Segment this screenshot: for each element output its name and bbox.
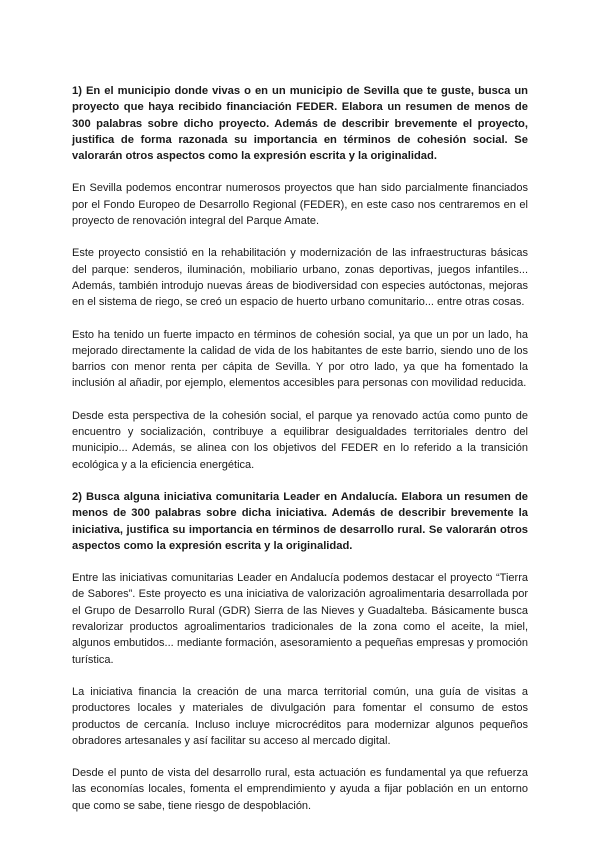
answer-2-paragraph-3: Desde el punto de vista del desarrollo rural, esta actuación es fundamental ya que refuerza las economías locales, fomenta el emprendimiento y ayuda a fijar población en un entorno que como se sabe, tiene riesgo de despoblación. [72, 767, 528, 812]
answer-2-paragraph-2: La iniciativa financia la creación de una marca territorial común, una guía de visitas a productores locales y materiales de divulgación para fomentar el consumo de estos productos de cercanía. Incluso incluye microcréditos para modernizar algunos pequeños obradores artesanales y así facilitar su acceso al mercado digital. [72, 685, 528, 747]
answer-1-paragraph-1: En Sevilla podemos encontrar numerosos proyectos que han sido parcialmente financiados por el Fondo Europeo de Desarrollo Regional (FEDER), en este caso nos centraremos en el proyecto de renovación integral del Parque Amate. [72, 182, 528, 228]
answer-1-paragraph-3: Esto ha tenido un fuerte impacto en términos de cohesión social, ya que un por un lado, ha mejorado directamente la calidad de vida de los habitantes de este barrio, siendo uno de los barrios con menor renta per cápita de Sevilla. Y por otro lado, ya que ha fomentado la inclusión al añadir, por ejemplo, elementos accesibles para personas con movilidad reducida. [72, 328, 528, 390]
document-page [72, 83, 528, 814]
question-2: 2) Busca alguna iniciativa comunitaria Leader en Andalucía. Elabora un resumen de menos de 300 palabras sobre dicha iniciativa. Además de describir brevemente la iniciativa, justifica su importancia en términos de desarrollo rural. Se valorarán otros aspectos como la expresión escrita y la originalidad. [72, 490, 528, 552]
answer-1-paragraph-2: Este proyecto consistió en la rehabilitación y modernización de las infraestructuras básicas del parque: senderos, iluminación, mobiliario urbano, zonas deportivas, juegos infantiles... Además, también introdujo nuevas áreas de biodiversidad con especies autóctonas, mejoras en el sistema de riego, se creó un espacio de huerto urbano comunitario... entre otras cosas. [72, 247, 528, 309]
question-1: 1) En el municipio donde vivas o en un municipio de Sevilla que te guste, busca un proyecto que haya recibido financiación FEDER. Elabora un resumen de menos de 300 palabras sobre dicho proyecto. Además de describir brevemente el proyecto, justifica de forma razonada su importancia en términos de cohesión social. Se valorarán otros aspectos como la expresión escrita y la originalidad. [72, 85, 528, 163]
answer-2-paragraph-1: Entre las iniciativas comunitarias Leader en Andalucía podemos destacar el proyecto “Tierra de Sabores”. Este proyecto es una iniciativa de valorización agroalimentaria desarrollada por el Grupo de Desarrollo Rural (GDR) Sierra de las Nieves y Guadalteba. Básicamente busca revalorizar productos agroalimentarios tradicionales de la zona como el aceite, la miel, algunos embutidos... mediante formación, asesoramiento a pequeñas empresas y promoción turística. [72, 572, 528, 666]
answer-1-paragraph-4: Desde esta perspectiva de la cohesión social, el parque ya renovado actúa como punto de encuentro y socialización, contribuye a equilibrar desigualdades territoriales dentro del municipio... Además, se alinea con los objetivos del FEDER en lo referido a la transición ecológica y a la eficiencia energética. [72, 409, 528, 471]
